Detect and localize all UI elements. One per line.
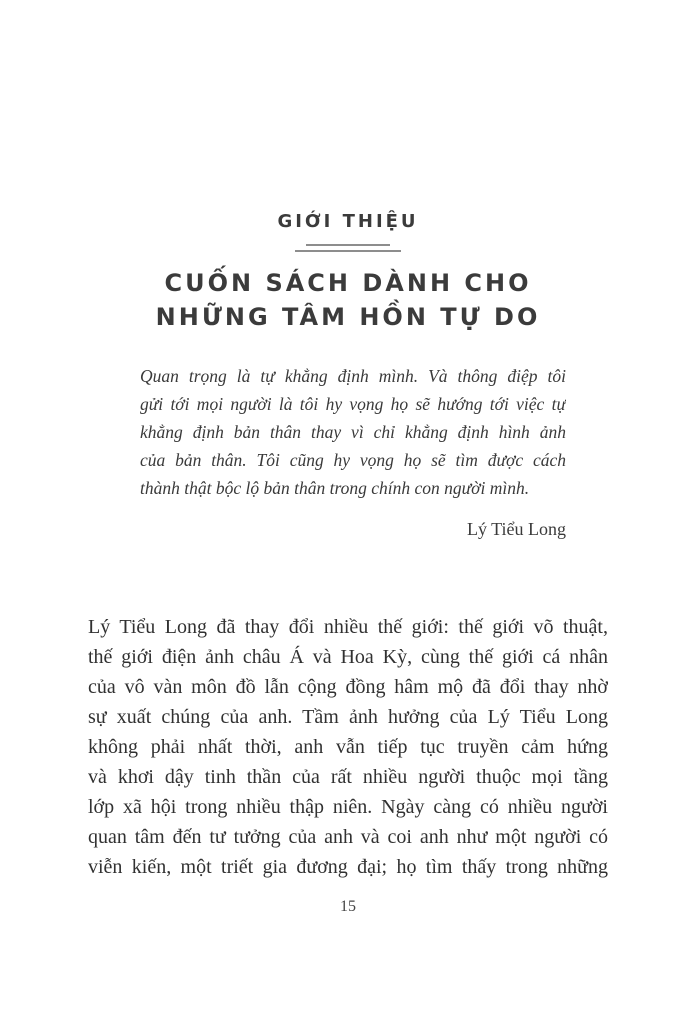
chapter-title-line-1: CUỐN SÁCH DÀNH CHO [164, 269, 532, 297]
body-line: và khơi dậy tinh thần của rất nhiều người thuộc mọi tầng [88, 766, 608, 788]
section-label: GIỚI THIỆU [277, 211, 419, 232]
epigraph-line: khẳng định bản thân thay vì chỉ khẳng định hình ảnh [140, 422, 566, 442]
body-line: viễn kiến, một triết gia đương đại; họ tìm thấy trong những [88, 856, 608, 878]
section-divider [295, 244, 401, 252]
divider-top-rule [306, 244, 390, 246]
body-line: sự xuất chúng của anh. Tầm ảnh hưởng của Lý Tiểu Long [88, 706, 608, 728]
epigraph-line: thành thật bộc lộ bản thân trong chính con người mình. [140, 478, 530, 498]
body-paragraph [88, 612, 608, 882]
body-line: của vô vàn môn đồ lẫn cộng đồng hâm mộ đã đổi thay nhờ [88, 676, 608, 698]
epigraph-quote [140, 362, 566, 502]
body-line: lớp xã hội trong nhiều thập niên. Ngày càng có nhiều người [88, 796, 608, 818]
body-line: không phải nhất thời, anh vẫn tiếp tục truyền cảm hứng [88, 736, 608, 758]
chapter-title [0, 266, 696, 334]
body-line: thế giới điện ảnh châu Á và Hoa Kỳ, cùng thế giới cá nhân [88, 646, 608, 668]
epigraph-line: gửi tới mọi người là tôi hy vọng họ sẽ hướng tới việc tự [140, 394, 566, 414]
page-number: 15 [340, 898, 356, 915]
epigraph-line: của bản thân. Tôi cũng hy vọng họ sẽ tìm được cách [140, 450, 566, 470]
body-line: Lý Tiểu Long đã thay đổi nhiều thế giới: thế giới võ thuật, [88, 616, 608, 638]
divider-bottom-rule [295, 250, 401, 252]
epigraph-attribution: Lý Tiểu Long [466, 519, 566, 539]
epigraph-line: Quan trọng là tự khẳng định mình. Và thông điệp tôi [140, 366, 566, 386]
body-line: quan tâm đến tư tưởng của anh và coi anh như một người có [88, 826, 608, 848]
chapter-title-line-2: NHỮNG TÂM HỒN TỰ DO [155, 303, 541, 331]
